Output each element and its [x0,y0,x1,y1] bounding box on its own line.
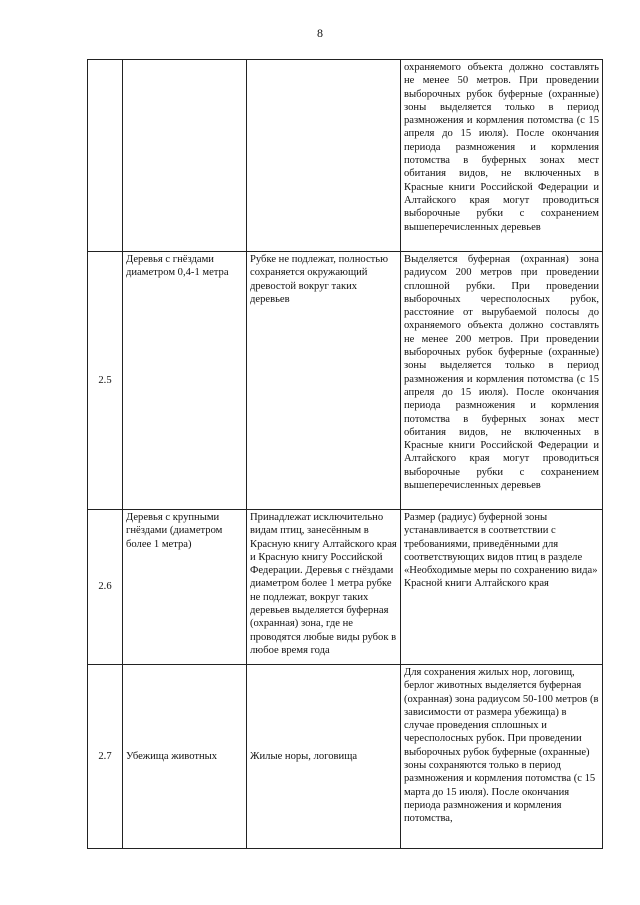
object-cell: Деревья с крупными гнёздами (диаметром более 1 метра) [123,510,247,665]
row-number: 2.7 [88,665,123,849]
regime-cell: Жилые норы, логовища [247,665,401,849]
table-row [88,665,603,849]
object-cell: Убежища животных [123,665,247,849]
measures-cell: Выделяется буферная (охранная) зона радиусом 200 метров при проведении сплошной рубки. При проведении выборочных чересполосных рубок, расстояние от вырубаемой полосы до охраняемого объекта должно составлять не менее 200 метров. При проведении выборочных рубок буферные (охранные) зоны выделяется только в период размножения и кормления потомства (с 15 апреля до 15 июля). После окончания периода размножения и кормления потомства в буферных зонах мест обитания видов, не включенных в Красные книги Российской Федерации и Алтайского края могут проводиться выборочные рубки с сохранением вышеперечисленных деревьев [401,252,603,510]
regime-cell: Рубке не подлежат, полностью сохраняется окружающий древостой вокруг таких деревьев [247,252,401,510]
regime-cell [247,60,401,252]
page-number: 8 [317,26,323,40]
table-row [88,252,603,510]
object-cell [123,60,247,252]
measures-cell: Размер (радиус) буферной зоны устанавливается в соответствии с требованиями, приведёнными для соответствующих видов птиц в разделе «Необходимые меры по сохранению вида» Красной книги Алтайского края [401,510,603,665]
row-number: 2.5 [88,252,123,510]
regime-cell: Принадлежат исключительно видам птиц, занесённым в Красную книгу Алтайского края и Красную книгу Российской Федерации. Деревья с гнёздами диаметром более 1 метра рубке не подлежат, вокруг таких деревьев выделяется буферная (охранная) зона, где не проводятся любые виды рубок в любое время года [247,510,401,665]
row-number: 2.6 [88,510,123,665]
table-row [88,510,603,665]
document-table [87,59,603,849]
row-number [88,60,123,252]
object-cell: Деревья с гнёздами диаметром 0,4-1 метра [123,252,247,510]
measures-cell: Для сохранения жилых нор, логовищ, берлог животных выделяется буферная (охранная) зона радиусом 50-100 метров (в зависимости от размера убежища) в случае проведения сплошных и чересполосных рубок. При проведении выборочных рубок буферные (охранные) зоны сохраняются только в период размножения и кормления потомства (с 15 марта до 15 июля). После окончания периода размножения и кормления потомства, [401,665,603,849]
table-row [88,60,603,252]
measures-cell: охраняемого объекта должно составлять не менее 50 метров. При проведении выборочных рубок буферные (охранные) зоны выделяется только в период размножения и кормления потомства (с 15 апреля до 15 июля). После окончания периода размножения и кормления потомства в буферных зонах мест обитания видов, не включенных в Красные книги Российской Федерации и Алтайского края могут проводиться выборочные рубки с сохранением вышеперечисленных деревьев [401,60,603,252]
